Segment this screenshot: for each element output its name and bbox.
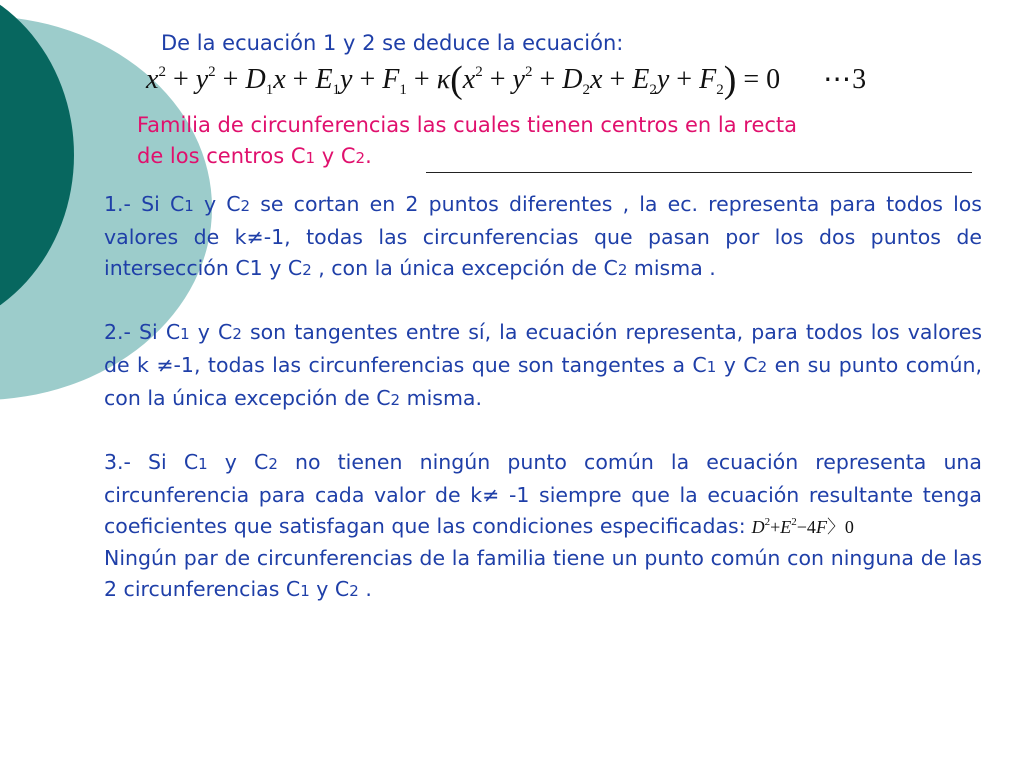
- divider-line: [426, 172, 972, 173]
- intro-text: De la ecuación 1 y 2 se deduce la ecuación:: [161, 31, 624, 55]
- case-2: 2.- Si C1 y C2 son tangentes entre sí, la ecuación representa, para todos los valores de k ≠-1, todas las circunferencias que son tangentes a C1 y C2 en su punto común, con la única excepción de C2 misma.: [104, 320, 983, 410]
- case-note: Ningún par de circunferencias de la familia tiene un punto común con ninguna de las 2 circunferencias C1 y C2 .: [104, 546, 982, 601]
- case-1: 1.- Si C1 y C2 se cortan en 2 puntos diferentes , la ec. representa para todos los valores de k≠-1, todas las circunferencias que pasan por los dos puntos de intersección C1 y C2 , con la única excepción de C2 misma .: [104, 192, 982, 280]
- family-equation: $x^2 + y^2 + D_1x + E_1y + F_1 + \kappa(x^2 + y^2 + D_2x + E_2y + F_2) = 0$ ⋯3: [146, 59, 868, 101]
- equation-number: ⋯3: [823, 64, 868, 95]
- case-3: 3.- Si C1 y C2 no tienen ningún punto común la ecuación representa una circunferencia para cada valor de k≠ -1 siempre que la ecuación resultante tenga coeficientes que satisfagan que las condiciones especificadas: $D^2+E^2-4F$〉0: [104, 450, 982, 538]
- family-description: Familia de circunferencias las cuales tienen centros en la recta de los centros C1 y C2.: [137, 113, 798, 168]
- condition-inequality: $D^2+E^2-4F$〉0: [751, 516, 854, 537]
- cases-list: [104, 189, 982, 607]
